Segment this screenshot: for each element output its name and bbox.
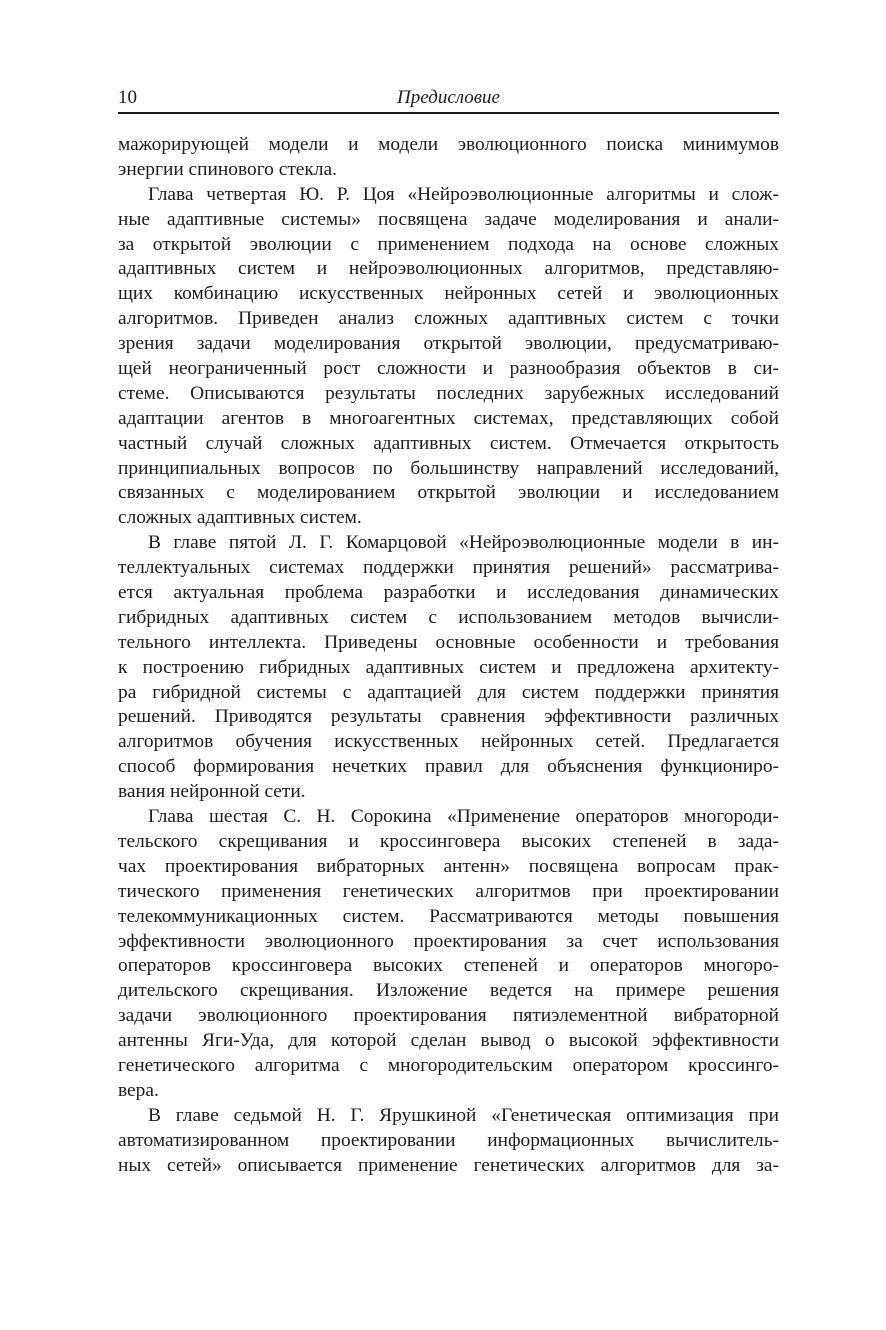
text-line: эффективности эволюционного проектирования за счет использования: [118, 930, 779, 952]
paragraph: [118, 183, 779, 531]
body-text: [118, 133, 779, 1178]
text-line: решений. Приводятся результаты сравнения эффективности различных: [118, 706, 779, 728]
text-line: задачи эволюционного проектирования пятиэлементной вибраторной: [118, 1005, 779, 1027]
paragraph: [118, 805, 779, 1104]
text-line: генетического алгоритма с многородительским оператором кроссинго-: [118, 1054, 779, 1076]
text-line: тического применения генетических алгоритмов при проектировании: [118, 880, 779, 902]
paragraph: [118, 531, 779, 805]
text-line: антенны Яги-Уда, для которой сделан вывод о высокой эффективности: [118, 1030, 779, 1052]
text-line: ные адаптивные системы» посвящена задаче моделирования и анали-: [118, 208, 779, 230]
text-line: Глава шестая С. Н. Сорокина «Применение операторов многороди-: [148, 806, 779, 828]
text-line: адаптивных систем и нейроэволюционных алгоритмов, представляю-: [118, 258, 779, 280]
text-line: мажорирующей модели и модели эволюционного поиска минимумов: [118, 134, 779, 155]
text-line: ра гибридной системы с адаптацией для систем поддержки принятия: [118, 681, 779, 703]
text-line: алгоритмов. Приведен анализ сложных адаптивных систем с точки: [118, 308, 779, 330]
text-line: зрения задачи моделирования открытой эволюции, предусматриваю-: [118, 333, 779, 355]
text-line: В главе седьмой Н. Г. Ярушкиной «Генетическая оптимизация при: [148, 1104, 779, 1126]
text-line: ных сетей» описывается применение генетических алгоритмов для за-: [118, 1154, 779, 1176]
text-line: энергии спинового стекла.: [118, 158, 337, 180]
text-line: ется актуальная проблема разработки и исследования динамических: [118, 582, 779, 604]
text-line: щих комбинацию искусственных нейронных сетей и эволюционных: [118, 283, 779, 305]
page-header: [118, 86, 779, 114]
text-line: вания нейронной сети.: [118, 781, 306, 803]
text-line: щей неограниченный рост сложности и разнообразия объектов в си-: [118, 358, 779, 380]
text-line: адаптации агентов в многоагентных системах, представляющих собой: [118, 407, 779, 429]
text-line: операторов кроссинговера высоких степеней и операторов многоро-: [118, 955, 779, 977]
text-line: вера.: [118, 1079, 159, 1101]
text-line: чах проектирования вибраторных антенн» посвящена вопросам прак-: [118, 855, 779, 877]
text-line: сложных адаптивных систем.: [118, 507, 362, 529]
running-title: Предисловие: [397, 87, 500, 108]
text-line: способ формирования нечетких правил для объяснения функциониро-: [118, 756, 779, 778]
text-line: телекоммуникационных систем. Рассматриваются методы повышения: [118, 905, 779, 927]
text-line: теллектуальных системах поддержки принятия решений» рассматрива-: [118, 557, 779, 579]
text-line: Глава четвертая Ю. Р. Цоя «Нейроэволюционные алгоритмы и слож-: [148, 183, 779, 205]
text-line: тельного интеллекта. Приведены основные особенности и требования: [118, 631, 779, 653]
text-line: тельского скрещивания и кроссинговера высоких степеней в зада-: [118, 830, 779, 852]
text-line: стеме. Описываются результаты последних зарубежных исследований: [118, 382, 779, 404]
page-number: 10: [118, 87, 137, 108]
text-line: частный случай сложных адаптивных систем. Отмечается открытость: [118, 432, 779, 454]
text-line: алгоритмов обучения искусственных нейронных сетей. Предлагается: [118, 731, 779, 753]
paragraph: [118, 1104, 779, 1179]
text-line: за открытой эволюции с применением подхода на основе сложных: [118, 233, 779, 255]
text-line: связанных с моделированием открытой эволюции и исследованием: [118, 482, 779, 504]
paragraph: [118, 133, 779, 183]
text-line: принципиальных вопросов по большинству направлений исследований,: [118, 457, 779, 479]
text-line: гибридных адаптивных систем с использованием методов вычисли-: [118, 606, 779, 628]
text-line: автоматизированном проектировании информационных вычислитель-: [118, 1129, 779, 1151]
text-line: В главе пятой Л. Г. Комарцовой «Нейроэволюционные модели в ин-: [148, 532, 779, 554]
text-line: к построению гибридных адаптивных систем и предложена архитекту-: [118, 656, 779, 678]
text-line: дительского скрещивания. Изложение ведется на примере решения: [118, 980, 779, 1002]
